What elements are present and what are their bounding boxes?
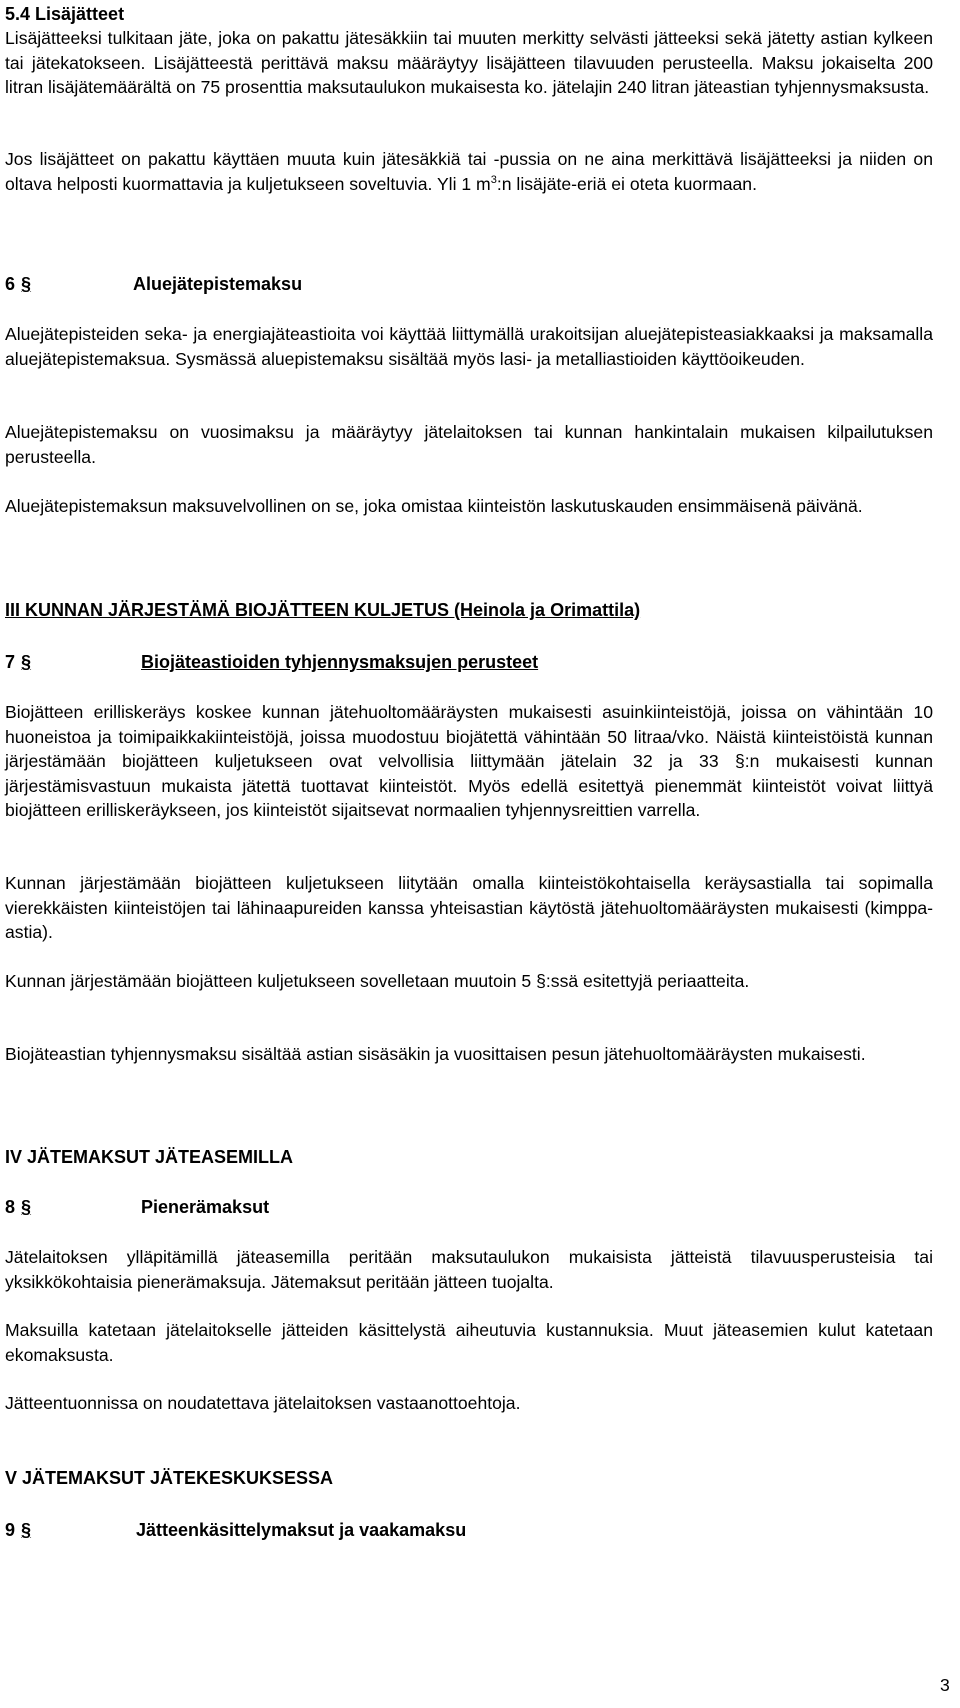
section-number: 9 §: [5, 1520, 32, 1540]
section-number: 6 §: [5, 274, 32, 294]
section-title: Jätteenkäsittelymaksut ja vaakamaksu: [136, 1520, 467, 1540]
paragraph: Jos lisäjätteet on pakattu käyttäen muuta kuin jätesäkkiä tai -pussia on ne aina merkittävä lisäjätteeksi ja niiden on oltava helposti kuormattavia ja kuljetukseen soveltuvia. Yli 1 $m^3:n$ lisäjäte-eriä ei oteta kuormaan.: [5, 149, 933, 194]
paragraph: Kunnan järjestämään biojätteen kuljetukseen liitytään omalla kiinteistökohtaisella keräysastialla tai sopimalla vierekkäisten kiinteistöjen tai lähinaapureiden kanssa yhteisastian käytöstä jätehuoltomääräysten mukaisesti (kimppa-astia).: [5, 873, 933, 942]
paragraph: Aluejätepistemaksun maksuvelvollinen on se, joka omistaa kiinteistön laskutuskauden ensimmäisenä päivänä.: [5, 496, 863, 516]
part-heading: IV JÄTEMAKSUT JÄTEASEMILLA: [5, 1147, 294, 1167]
page-number: 3: [940, 1675, 950, 1695]
paragraph: Aluejätepistemaksu on vuosimaksu ja määräytyy jätelaitoksen tai kunnan hankintalain mukaisen kilpailutuksen perusteella.: [5, 422, 933, 467]
superscript: 3: [490, 173, 497, 186]
paragraph: Maksuilla katetaan jätelaitokselle jätteiden käsittelystä aiheutuvia kustannuksia. Muut jäteasemien kulut katetaan ekomaksusta.: [5, 1320, 933, 1365]
section-heading: 5.4 Lisäjätteet: [5, 4, 125, 24]
paragraph: Jätteentuonnissa on noudatettava jätelaitoksen vastaanottoehtoja.: [5, 1393, 521, 1413]
section-title: Biojäteastioiden tyhjennysmaksujen perusteet: [141, 652, 539, 672]
section-title: Pienerämaksut: [141, 1197, 270, 1217]
paragraph: Lisäjätteeksi tulkitaan jäte, joka on pakattu jätesäkkiin tai muuten merkitty selvästi jätteeksi sekä jätetty astian kylkeen tai jätekatokseen. Lisäjätteestä perittävä maksu määräytyy lisäjätteen tilavuuden perusteella. Maksu jokaiselta 200 litran lisäjätemäärältä on 75 prosenttia maksutaulukon mukaisesta ko. jätelajin 240 litran jäteastian tyhjennysmaksusta.: [5, 28, 933, 97]
paragraph: Kunnan järjestämään biojätteen kuljetukseen sovelletaan muutoin 5 §:ssä esitettyjä periaatteita.: [5, 971, 750, 991]
paragraph: Jätelaitoksen ylläpitämillä jäteasemilla peritään maksutaulukon mukaisista jätteistä tilavuusperusteisia tai yksikkökohtaisia pienerämaksuja. Jätemaksut peritään jätteen tuojalta.: [5, 1247, 933, 1292]
part-heading: III KUNNAN JÄRJESTÄMÄ BIOJÄTTEEN KULJETUS (Heinola ja Orimattila): [5, 600, 641, 620]
section-title: Aluejätepistemaksu: [133, 274, 303, 294]
section-number: 7 §: [5, 652, 32, 672]
section-number: 8 §: [5, 1197, 32, 1217]
part-heading: V JÄTEMAKSUT JÄTEKESKUKSESSA: [5, 1468, 334, 1488]
paragraph: Aluejätepisteiden seka- ja energiajäteastioita voi käyttää liittymällä urakoitsijan aluejätepisteasiakkaaksi ja maksamalla aluejätepistemaksua. Sysmässä aluepistemaksu sisältää myös lasi- ja metalliastioiden käyttöoikeuden.: [5, 324, 933, 369]
paragraph: Biojäteastian tyhjennysmaksu sisältää astian sisäsäkin ja vuosittaisen pesun jätehuoltomääräysten mukaisesti.: [5, 1044, 866, 1064]
paragraph: Biojätteen erilliskeräys koskee kunnan jätehuoltomääräysten mukaisesti asuinkiinteistöjä, joissa on vähintään 10 huoneistoa ja toimipaikkakiinteistöjä, joissa muodostuu biojätettä vähintään 50 litraa/vko. Näistä kiinteistöistä kunnan järjestämään biojätteen kuljetukseen ovat velvollisia liittymään jätelain 32 ja 33 §:n mukaisesti kunnan järjestämisvastuun mukaista jätettä tuottavat kiinteistöt. Myös edellä esitettyä pienemmät kiinteistöt voivat liittyä biojätteen erilliskeräykseen, jos kiinteistöt sijaitsevat normaalien tyhjennysreittien varrella.: [5, 702, 933, 820]
